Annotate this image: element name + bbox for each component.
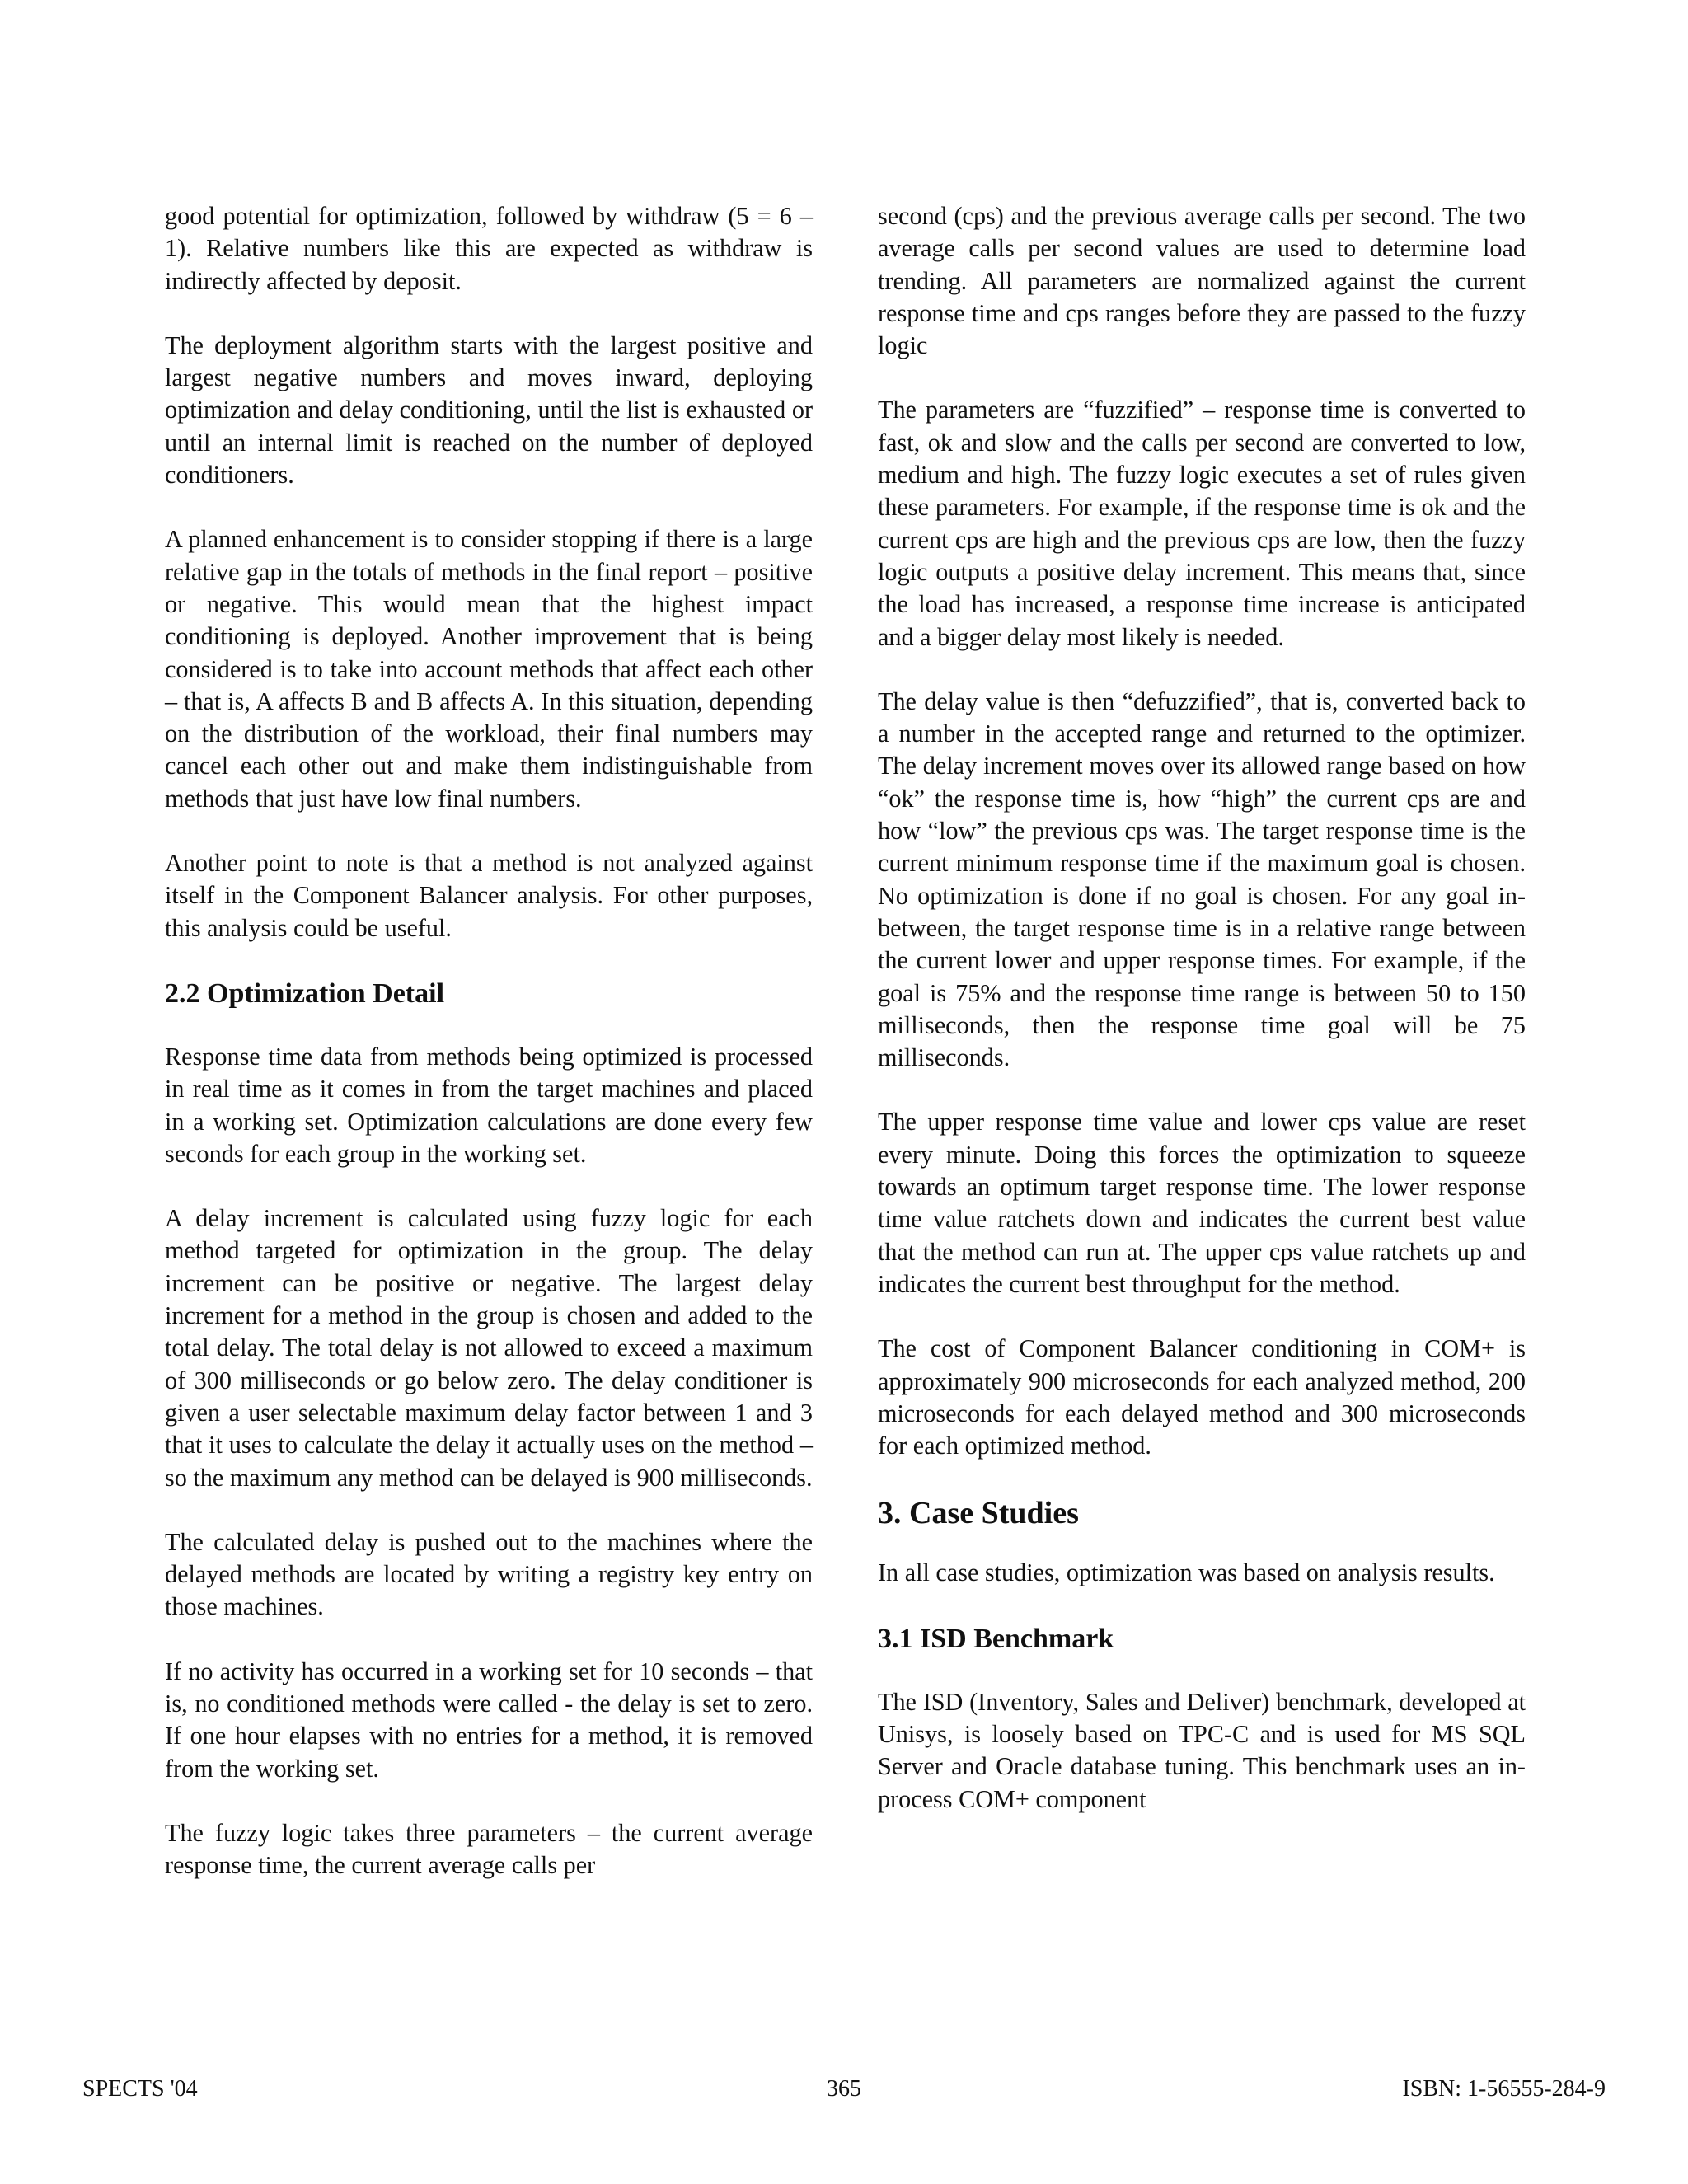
paragraph: In all case studies, optimization was based on analysis results. <box>878 1558 1495 1587</box>
paragraph: The upper response time value and lower cps value are reset every minute. Doing this forces the optimization to squeeze towards an optimum target response time. The lower response time value ratchets down and indicates the current best value that the method can run at. The upper cps value ratchets up and indicates the current best throughput for the method. <box>878 1108 1526 1298</box>
paragraph: A delay increment is calculated using fuzzy logic for each method targeted for optimization in the group. The delay increment can be positive or negative. The largest delay increment for a method in the group is chosen and added to the total delay. The total delay is not allowed to exceed a maximum of 300 milliseconds or go below zero. The delay conditioner is given a user selectable maximum delay factor between 1 and 3 that it uses to calculate the delay it actually uses on the method – so the maximum any method can be delayed is 900 milliseconds. <box>165 1204 813 1492</box>
right-column <box>878 200 1526 1848</box>
paragraph: The cost of Component Balancer conditioning in COM+ is approximately 900 microseconds for each analyzed method, 200 microseconds for each delayed method and 300 microseconds for each optimized method. <box>878 1334 1526 1460</box>
paragraph: The deployment algorithm starts with the largest positive and largest negative numbers and moves inward, deploying optimization and delay conditioning, until the list is exhausted or until an internal limit is reached on the number of deployed conditioners. <box>165 330 813 490</box>
paragraph: If no activity has occurred in a working set for 10 seconds – that is, no conditioned methods were called - the delay is set to zero. If one hour elapses with no entries for a method, it is removed from the working set. <box>165 1657 813 1783</box>
paragraph: The delay value is then “defuzzified”, that is, converted back to a number in the accepted range and returned to the optimizer. The delay increment moves over its allowed range based on how “ok” the response time is, how “high” the current cps are and how “low” the previous cps was. The target response time is the current minimum response time if the maximum goal is chosen. No optimization is done if no goal is chosen. For any goal in-between, the target response time is in a relative range between the current lower and upper response times. For example, if the goal is 75% and the response time range is between 50 to 150 milliseconds, then the response time goal will be 75 milliseconds. <box>878 687 1526 1072</box>
paragraph: Response time data from methods being optimized is processed in real time as it comes in from the target machines and placed in a working set. Optimization calculations are done every few seconds for each group in the working set. <box>165 1042 813 1168</box>
paragraph: The fuzzy logic takes three parameters – the current average response time, the current average calls per <box>165 1818 813 1880</box>
footer-page-number: 365 <box>827 2076 861 2102</box>
paragraph: The ISD (Inventory, Sales and Deliver) benchmark, developed at Unisys, is loosely based on TPC-C and is used for MS SQL Server and Oracle database tuning. This benchmark uses an in-process COM+ component <box>878 1687 1526 1813</box>
left-column <box>165 200 813 1914</box>
paragraph: A planned enhancement is to consider stopping if there is a large relative gap in the totals of methods in the final report – positive or negative. This would mean that the highest impact conditioning is deployed. Another improvement that is being considered is to take into account methods that affect each other – that is, A affects B and B affects A. In this situation, depending on the distribution of the workload, their final numbers may cancel each other out and make them indistinguishable from methods that just have low final numbers. <box>165 525 813 813</box>
paragraph: The parameters are “fuzzified” – response time is converted to fast, ok and slow and the calls per second are converted to low, medium and high. The fuzzy logic executes a set of rules given these parameters. For example, if the response time is ok and the current cps are high and the previous cps are low, then the fuzzy logic outputs a positive delay increment. This means that, since the load has increased, a response time increase is anticipated and a bigger delay most likely is needed. <box>878 396 1526 651</box>
paragraph: good potential for optimization, followed by withdraw (5 = 6 –1). Relative numbers like this are expected as withdraw is indirectly affected by deposit. <box>165 202 813 295</box>
section-heading-3-1: 3.1 ISD Benchmark <box>878 1623 1114 1654</box>
paragraph: The calculated delay is pushed out to the machines where the delayed methods are located by writing a registry key entry on those machines. <box>165 1527 813 1621</box>
footer-conference: SPECTS '04 <box>82 2076 198 2102</box>
paragraph: Another point to note is that a method is not analyzed against itself in the Component Balancer analysis. For other purposes, this analysis could be useful. <box>165 849 813 942</box>
footer-isbn: ISBN: 1-56555-284-9 <box>1402 2076 1606 2102</box>
section-heading-2-2: 2.2 Optimization Detail <box>165 977 445 1009</box>
section-heading-3: 3. Case Studies <box>878 1496 1079 1531</box>
paragraph: second (cps) and the previous average calls per second. The two average calls per second values are used to determine load trending. All parameters are normalized against the current response time and cps ranges before they are passed to the fuzzy logic <box>878 202 1526 360</box>
